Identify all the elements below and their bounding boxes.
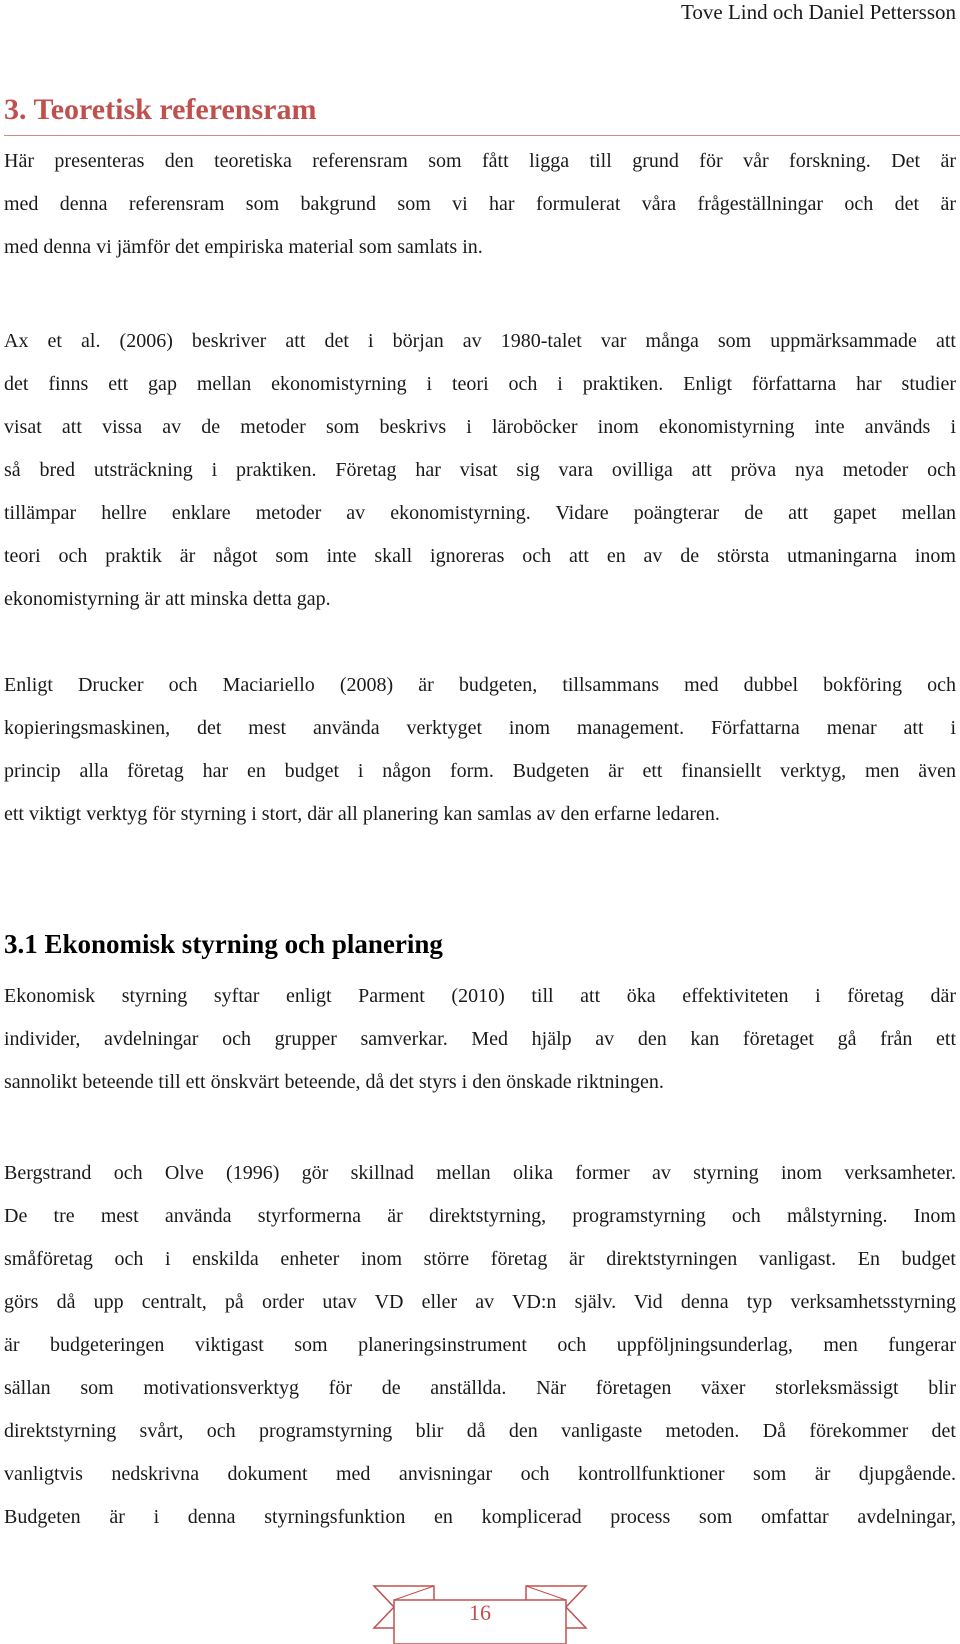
chapter-title: 3. Teoretisk referensram: [4, 93, 317, 126]
text-line: tillämpar hellre enklare metoder av ekonomistyrning. Vidare poängterar de att gapet mellan: [4, 502, 956, 524]
text-line: ett viktigt verktyg för styrning i stort, där all planering kan samlas av den erfarne ledaren.: [4, 803, 720, 825]
text-line: vanligtvis nedskrivna dokument med anvisningar och kontrollfunktioner som är djupgående.: [4, 1463, 956, 1485]
paragraph-drucker: [4, 664, 956, 836]
text-line: Budgeten är i denna styrningsfunktion en komplicerad process som omfattar avdelningar,: [4, 1506, 956, 1528]
text-line: princip alla företag har en budget i någon form. Budgeten är ett finansiellt verktyg, men även: [4, 760, 956, 782]
paragraph-parment: [4, 975, 956, 1104]
section-title: 3.1 Ekonomisk styrning och planering: [4, 929, 443, 959]
text-line: Här presenteras den teoretiska referensram som fått ligga till grund för vår forskning. Det är: [4, 150, 956, 172]
text-line: visat att vissa av de metoder som beskrivs i läroböcker inom ekonomistyrning inte används i: [4, 416, 956, 438]
text-line: det finns ett gap mellan ekonomistyrning i teori och i praktiken. Enligt författarna har studier: [4, 373, 956, 395]
paragraph-ax: [4, 320, 956, 621]
text-line: Ax et al. (2006) beskriver att det i början av 1980-talet var många som uppmärksammade att: [4, 330, 956, 352]
text-line: med denna vi jämför det empiriska material som samlats in.: [4, 236, 483, 258]
paragraph-bergstrand: [4, 1152, 956, 1539]
text-line: med denna referensram som bakgrund som vi har formulerat våra frågeställningar och det är: [4, 193, 956, 215]
text-line: Enligt Drucker och Maciariello (2008) är budgeten, tillsammans med dubbel bokföring och: [4, 674, 956, 696]
page-number: 16: [469, 1600, 491, 1625]
text-line: görs då upp centralt, på order utav VD eller av VD:n själv. Vid denna typ verksamhetsstyrning: [4, 1291, 956, 1313]
text-line: ekonomistyrning är att minska detta gap.: [4, 588, 331, 610]
text-line: teori och praktik är något som inte skall ignoreras och att en av de största utmaningarna inom: [4, 545, 956, 567]
text-line: sällan som motivationsverktyg för de anställda. När företagen växer storleksmässigt blir: [4, 1377, 956, 1399]
text-line: småföretag och i enskilda enheter inom större företag är direktstyrningen vanligast. En budget: [4, 1248, 956, 1270]
text-line: direktstyrning svårt, och programstyrning blir då den vanligaste metoden. Då förekommer det: [4, 1420, 956, 1442]
title-rule: [4, 135, 960, 136]
text-line: Ekonomisk styrning syftar enligt Parment (2010) till att öka effektiviteten i företag där: [4, 985, 956, 1007]
text-line: så bred utsträckning i praktiken. Företag har visat sig vara ovilliga att pröva nya metoder och: [4, 459, 956, 481]
text-line: är budgeteringen viktigast som planeringsinstrument och uppföljningsunderlag, men fungerar: [4, 1334, 956, 1356]
text-line: sannolikt beteende till ett önskvärt beteende, då det styrs i den önskade riktningen.: [4, 1071, 664, 1093]
text-line: Bergstrand och Olve (1996) gör skillnad mellan olika former av styrning inom verksamheter.: [4, 1162, 956, 1184]
text-line: De tre mest använda styrformerna är direktstyrning, programstyrning och målstyrning. Inom: [4, 1205, 956, 1227]
running-head: Tove Lind och Daniel Pettersson: [681, 0, 956, 24]
paragraph-intro: [4, 140, 956, 269]
text-line: individer, avdelningar och grupper samverkar. Med hjälp av den kan företaget gå från ett: [4, 1028, 956, 1050]
text-line: kopieringsmaskinen, det mest använda verktyget inom management. Författarna menar att i: [4, 717, 956, 739]
